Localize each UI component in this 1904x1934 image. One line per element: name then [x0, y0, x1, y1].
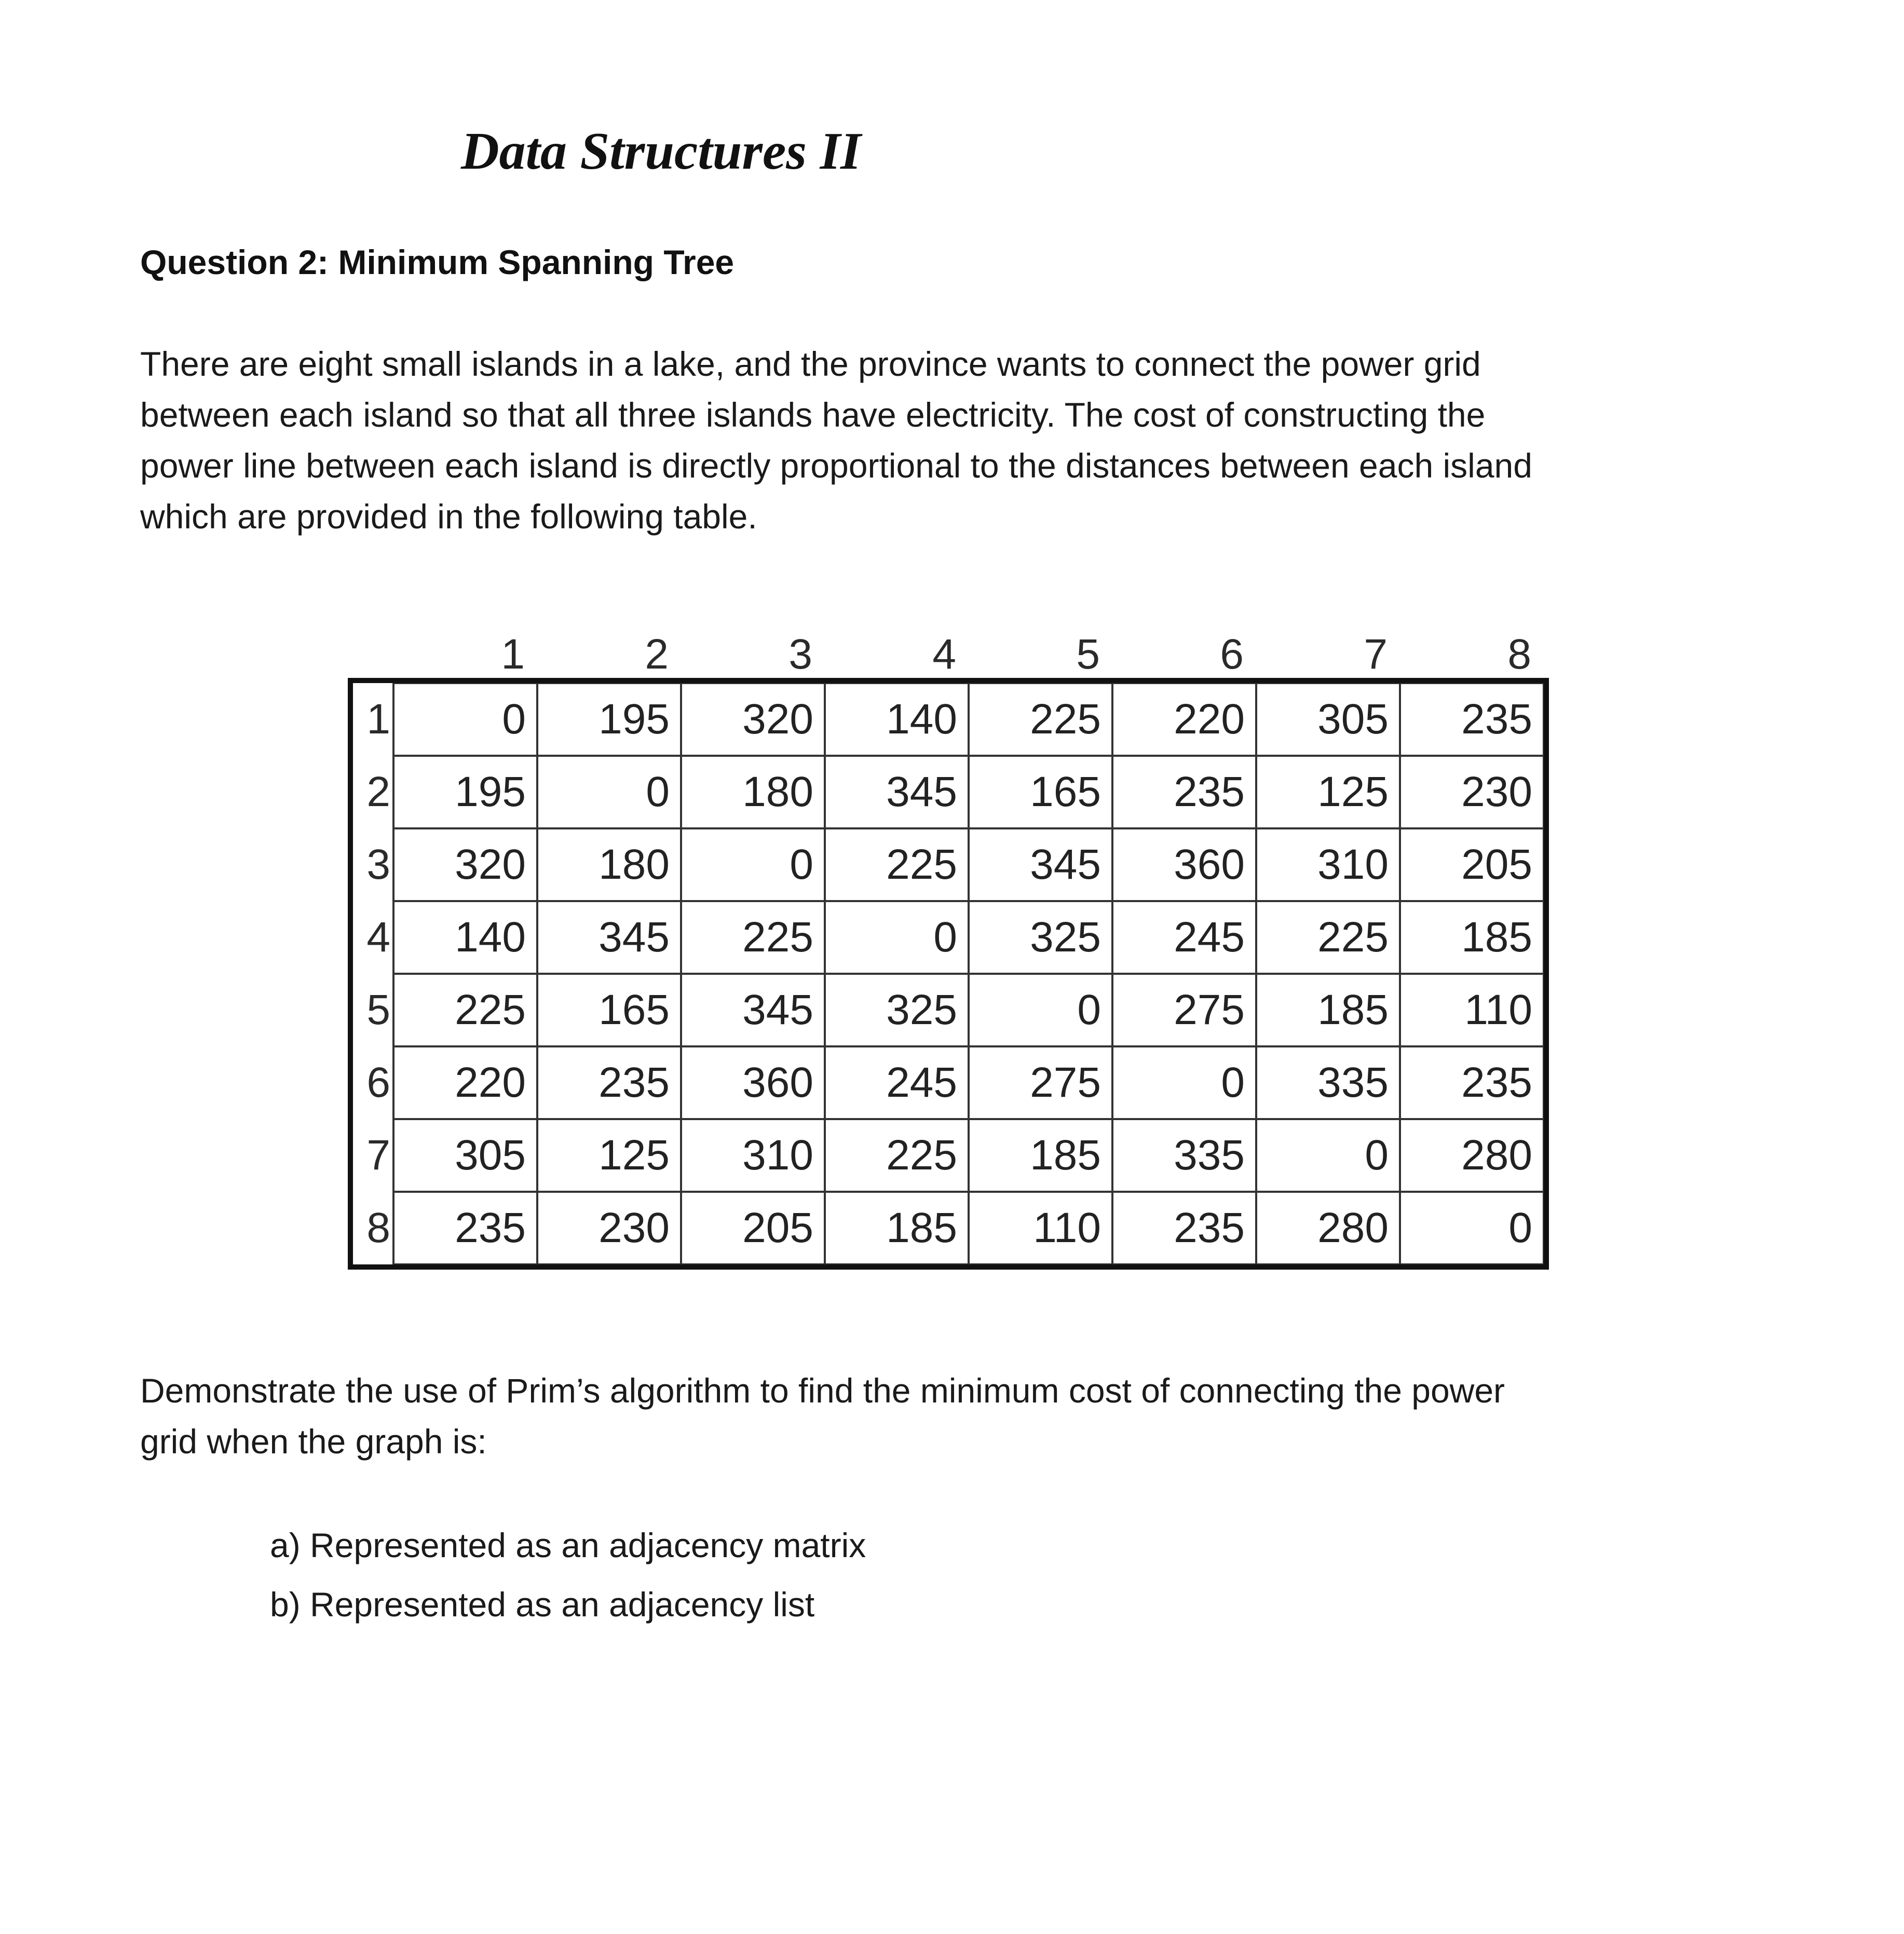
table-cell: 335 [1256, 1046, 1400, 1119]
table-cell: 230 [537, 1192, 681, 1264]
table-cell: 325 [969, 901, 1112, 974]
table-cell: 225 [1256, 901, 1400, 974]
table-cell: 185 [969, 1119, 1112, 1192]
table-row [353, 1046, 1544, 1119]
table-cell: 195 [393, 756, 537, 828]
distance-matrix-figure [353, 622, 1545, 1265]
table-cell: 275 [1112, 974, 1256, 1046]
column-header: 5 [1076, 631, 1100, 678]
row-header: 1 [366, 696, 390, 743]
column-header: 7 [1364, 631, 1388, 678]
table-row [353, 1192, 1544, 1264]
table-cell: 0 [1400, 1192, 1544, 1264]
table-cell: 140 [393, 901, 537, 974]
table-cell: 140 [825, 683, 969, 756]
table-cell: 235 [1112, 756, 1256, 828]
column-header: 4 [932, 631, 956, 678]
table-cell: 225 [825, 1119, 969, 1192]
row-header: 6 [366, 1059, 390, 1106]
row-header: 5 [366, 986, 390, 1033]
table-cell: 345 [681, 974, 825, 1046]
option-item: a) Represented as an adjacency matrix [270, 1526, 866, 1564]
table-cell: 180 [537, 828, 681, 901]
distance-matrix-body [353, 683, 1544, 1264]
prompt-line: Demonstrate the use of Prim’s algorithm to find the minimum cost of connecting the power [140, 1371, 1505, 1410]
table-cell: 220 [393, 1046, 537, 1119]
intro-line: which are provided in the following table. [140, 497, 757, 536]
table-cell: 310 [1256, 828, 1400, 901]
intro-line: between each island so that all three islands have electricity. The cost of constructing the [140, 396, 1486, 434]
table-cell: 305 [1256, 683, 1400, 756]
table-cell: 230 [1400, 756, 1544, 828]
table-cell: 320 [393, 828, 537, 901]
table-row [353, 756, 1544, 828]
column-header: 8 [1507, 631, 1531, 678]
option-item: b) Represented as an adjacency list [270, 1585, 815, 1624]
row-header: 3 [366, 841, 390, 888]
table-cell: 225 [825, 828, 969, 901]
table-cell: 205 [1400, 828, 1544, 901]
table-cell: 0 [1112, 1046, 1256, 1119]
table-cell: 225 [681, 901, 825, 974]
table-cell: 0 [969, 974, 1112, 1046]
table-cell: 125 [1256, 756, 1400, 828]
table-row [353, 828, 1544, 901]
table-cell: 345 [537, 901, 681, 974]
table-cell: 225 [393, 974, 537, 1046]
intro-line: power line between each island is directly proportional to the distances between each island [140, 446, 1532, 485]
row-header: 8 [366, 1204, 390, 1251]
column-header-row [353, 622, 1544, 683]
table-cell: 235 [393, 1192, 537, 1264]
table-cell: 325 [825, 974, 969, 1046]
table-cell: 0 [537, 756, 681, 828]
table-cell: 305 [393, 1119, 537, 1192]
table-cell: 235 [1400, 683, 1544, 756]
table-cell: 280 [1400, 1119, 1544, 1192]
table-cell: 320 [681, 683, 825, 756]
question-heading: Question 2: Minimum Spanning Tree [140, 243, 735, 281]
row-header: 4 [366, 914, 390, 961]
table-cell: 195 [537, 683, 681, 756]
table-cell: 235 [537, 1046, 681, 1119]
table-cell: 245 [825, 1046, 969, 1119]
column-header: 2 [645, 631, 669, 678]
table-cell: 345 [825, 756, 969, 828]
table-cell: 235 [1112, 1192, 1256, 1264]
table-cell: 0 [681, 828, 825, 901]
table-cell: 180 [681, 756, 825, 828]
column-header: 3 [788, 631, 812, 678]
table-cell: 165 [969, 756, 1112, 828]
row-header: 7 [366, 1132, 390, 1179]
intro-paragraph [140, 338, 1780, 542]
options-list [270, 1516, 866, 1634]
table-corner [353, 622, 393, 683]
table-cell: 110 [969, 1192, 1112, 1264]
table-cell: 280 [1256, 1192, 1400, 1264]
table-cell: 360 [1112, 828, 1256, 901]
table-cell: 205 [681, 1192, 825, 1264]
table-row [353, 683, 1544, 756]
column-header: 6 [1220, 631, 1244, 678]
table-cell: 310 [681, 1119, 825, 1192]
table-cell: 0 [1256, 1119, 1400, 1192]
table-cell: 185 [1400, 901, 1544, 974]
table-cell: 245 [1112, 901, 1256, 974]
table-cell: 185 [825, 1192, 969, 1264]
table-cell: 165 [537, 974, 681, 1046]
table-cell: 0 [393, 683, 537, 756]
table-cell: 360 [681, 1046, 825, 1119]
table-cell: 275 [969, 1046, 1112, 1119]
table-row [353, 974, 1544, 1046]
course-title: Data Structures II [461, 122, 861, 181]
table-cell: 125 [537, 1119, 681, 1192]
row-header: 2 [366, 768, 390, 815]
table-cell: 220 [1112, 683, 1256, 756]
table-cell: 0 [825, 901, 969, 974]
table-cell: 225 [969, 683, 1112, 756]
table-cell: 185 [1256, 974, 1400, 1046]
column-header: 1 [501, 631, 525, 678]
prompt-paragraph [140, 1365, 1780, 1467]
intro-line: There are eight small islands in a lake, and the province wants to connect the power grid [140, 345, 1481, 383]
table-cell: 335 [1112, 1119, 1256, 1192]
table-cell: 110 [1400, 974, 1544, 1046]
table-cell: 235 [1400, 1046, 1544, 1119]
table-row [353, 901, 1544, 974]
table-cell: 345 [969, 828, 1112, 901]
distance-matrix-table [353, 622, 1545, 1265]
table-row [353, 1119, 1544, 1192]
prompt-line: grid when the graph is: [140, 1422, 487, 1461]
